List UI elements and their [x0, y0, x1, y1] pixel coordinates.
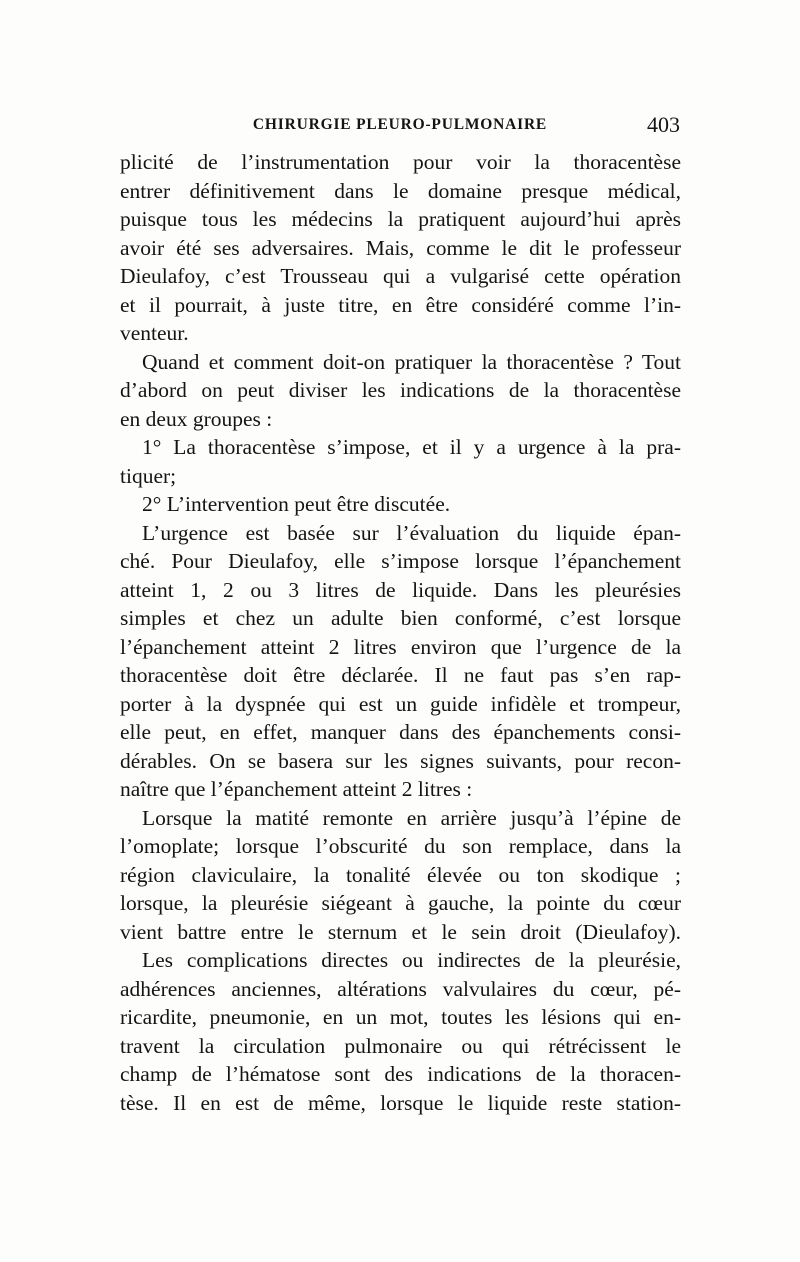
text-line: plicité de l’instrumentation pour voir la thoracentèse	[120, 150, 681, 174]
text-line: et il pourrait, à juste titre, en être considéré comme l’in-	[120, 292, 681, 317]
text-line: 1° La thoracentèse s’impose, et il y a urgence à la pra-	[142, 435, 681, 459]
text-line: puisque tous les médecins la pratiquent aujourd’hui après	[120, 207, 681, 231]
text-line: d’abord on peut diviser les indications de la thoracentèse	[120, 378, 681, 402]
text-line: l’omoplate; lorsque l’obscurité du son remplace, dans la	[120, 834, 681, 858]
text-line: adhérences anciennes, altérations valvulaires du cœur, pé-	[120, 976, 681, 1001]
text-line: ché. Pour Dieulafoy, elle s’impose lorsque l’épanchement	[120, 549, 681, 573]
text-line: région claviculaire, la tonalité élevée ou ton skodique ;	[120, 862, 681, 887]
text-line: entrer définitivement dans le domaine presque médical,	[120, 178, 681, 203]
page-number: 403	[647, 112, 680, 137]
text-line: tiquer;	[120, 463, 177, 488]
text-line: ricardite, pneumonie, en un mot, toutes les lésions qui en-	[120, 1005, 681, 1029]
text-line: vient battre entre le sternum et le sein droit (Dieulafoy).	[120, 919, 681, 944]
text-line: Quand et comment doit-on pratiquer la thoracentèse ? Tout	[142, 349, 681, 374]
text-line: porter à la dyspnée qui est un guide infidèle et trompeur,	[120, 691, 681, 716]
text-line: dérables. On se basera sur les signes suivants, pour recon-	[120, 748, 681, 773]
text-line: Les complications directes ou indirectes de la pleurésie,	[142, 948, 681, 972]
text-line: l’épanchement atteint 2 litres environ que l’urgence de la	[120, 634, 681, 659]
running-title: CHIRURGIE PLEURO-PULMONAIRE	[252, 116, 548, 133]
text-line: L’urgence est basée sur l’évaluation du liquide épan-	[142, 520, 681, 545]
text-line: Lorsque la matité remonte en arrière jusqu’à l’épine de	[142, 805, 681, 830]
text-line: venteur.	[120, 321, 189, 345]
text-line: travent la circulation pulmonaire ou qui rétrécissent le	[120, 1033, 681, 1058]
text-line: lorsque, la pleurésie siégeant à gauche, la pointe du cœur	[120, 891, 681, 915]
text-line: en deux groupes :	[120, 406, 273, 431]
text-line: atteint 1, 2 ou 3 litres de liquide. Dans les pleurésies	[120, 577, 681, 602]
text-line: champ de l’hématose sont des indications de la thoracen-	[120, 1062, 681, 1086]
text-line: elle peut, en effet, manquer dans des épanchements consi-	[120, 720, 681, 744]
running-header	[120, 114, 680, 142]
text-line: tèse. Il en est de même, lorsque le liquide reste station-	[120, 1090, 681, 1115]
text-line: 2° L’intervention peut être discutée.	[142, 492, 451, 516]
body-text	[120, 148, 681, 1117]
text-line: naître que l’épanchement atteint 2 litres :	[120, 777, 473, 801]
text-line: simples et chez un adulte bien conformé, c’est lorsque	[120, 606, 681, 630]
text-line: avoir été ses adversaires. Mais, comme le dit le professeur	[120, 235, 681, 260]
text-line: thoracentèse doit être déclarée. Il ne faut pas s’en rap-	[120, 663, 681, 687]
text-line: Dieulafoy, c’est Trousseau qui a vulgarisé cette opération	[120, 264, 681, 288]
